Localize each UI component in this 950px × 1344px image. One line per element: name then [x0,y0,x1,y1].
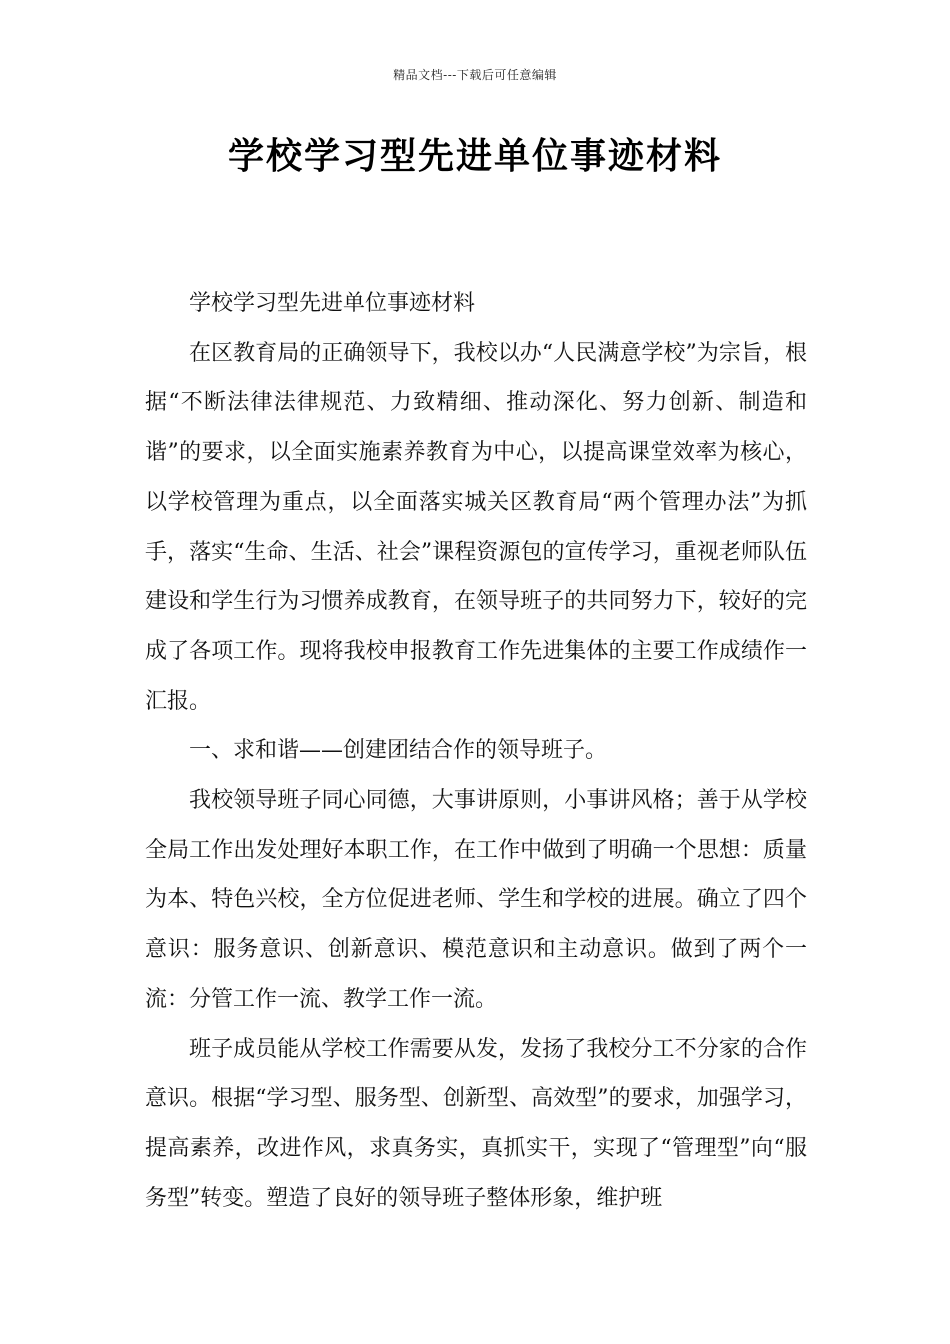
document-body [145,279,807,1223]
paragraph: 班子成员能从学校工作需要从发，发扬了我校分工不分家的合作意识。根据“学习型、服务型、创新型、高效型”的要求，加强学习，提高素养，改进作风，求真务实，真抓实干，实现了“管理型”向“服务型”转变。塑造了良好的领导班子整体形象，维护班 [145,1036,807,1211]
paragraph: 我校领导班子同心同德，大事讲原则，小事讲风格；善于从学校全局工作出发处理好本职工作，在工作中做到了明确一个思想：质量为本、特色兴校，全方位促进老师、学生和学校的进展。确立了四个意识：服务意识、创新意识、模范意识和主动意识。做到了两个一流：分管工作一流、教学工作一流。 [145,788,807,1012]
section-heading: 一、求和谐——创建团结合作的领导班子。 [189,738,608,764]
paragraph: 在区教育局的正确领导下，我校以办“人民满意学校”为宗旨，根据“不断法律法律规范、力致精细、推动深化、努力创新、制造和谐”的要求，以全面实施素养教育为中心，以提高课堂效率为核心，以学校管理为重点，以全面落实城关区教育局“两个管理办法”为抓手，落实“生命、生活、社会”课程资源包的宣传学习，重视老师队伍建设和学生行为习惯养成教育，在领导班子的共同努力下，较好的完成了各项工作。现将我校申报教育工作先进集体的主要工作成绩作一汇报。 [145,340,807,714]
paragraph-subtitle: 学校学习型先进单位事迹材料 [189,291,476,316]
document-title: 学校学习型先进单位事迹材料 [227,135,722,177]
header-note: 精品文档---下载后可任意编辑 [393,68,557,82]
